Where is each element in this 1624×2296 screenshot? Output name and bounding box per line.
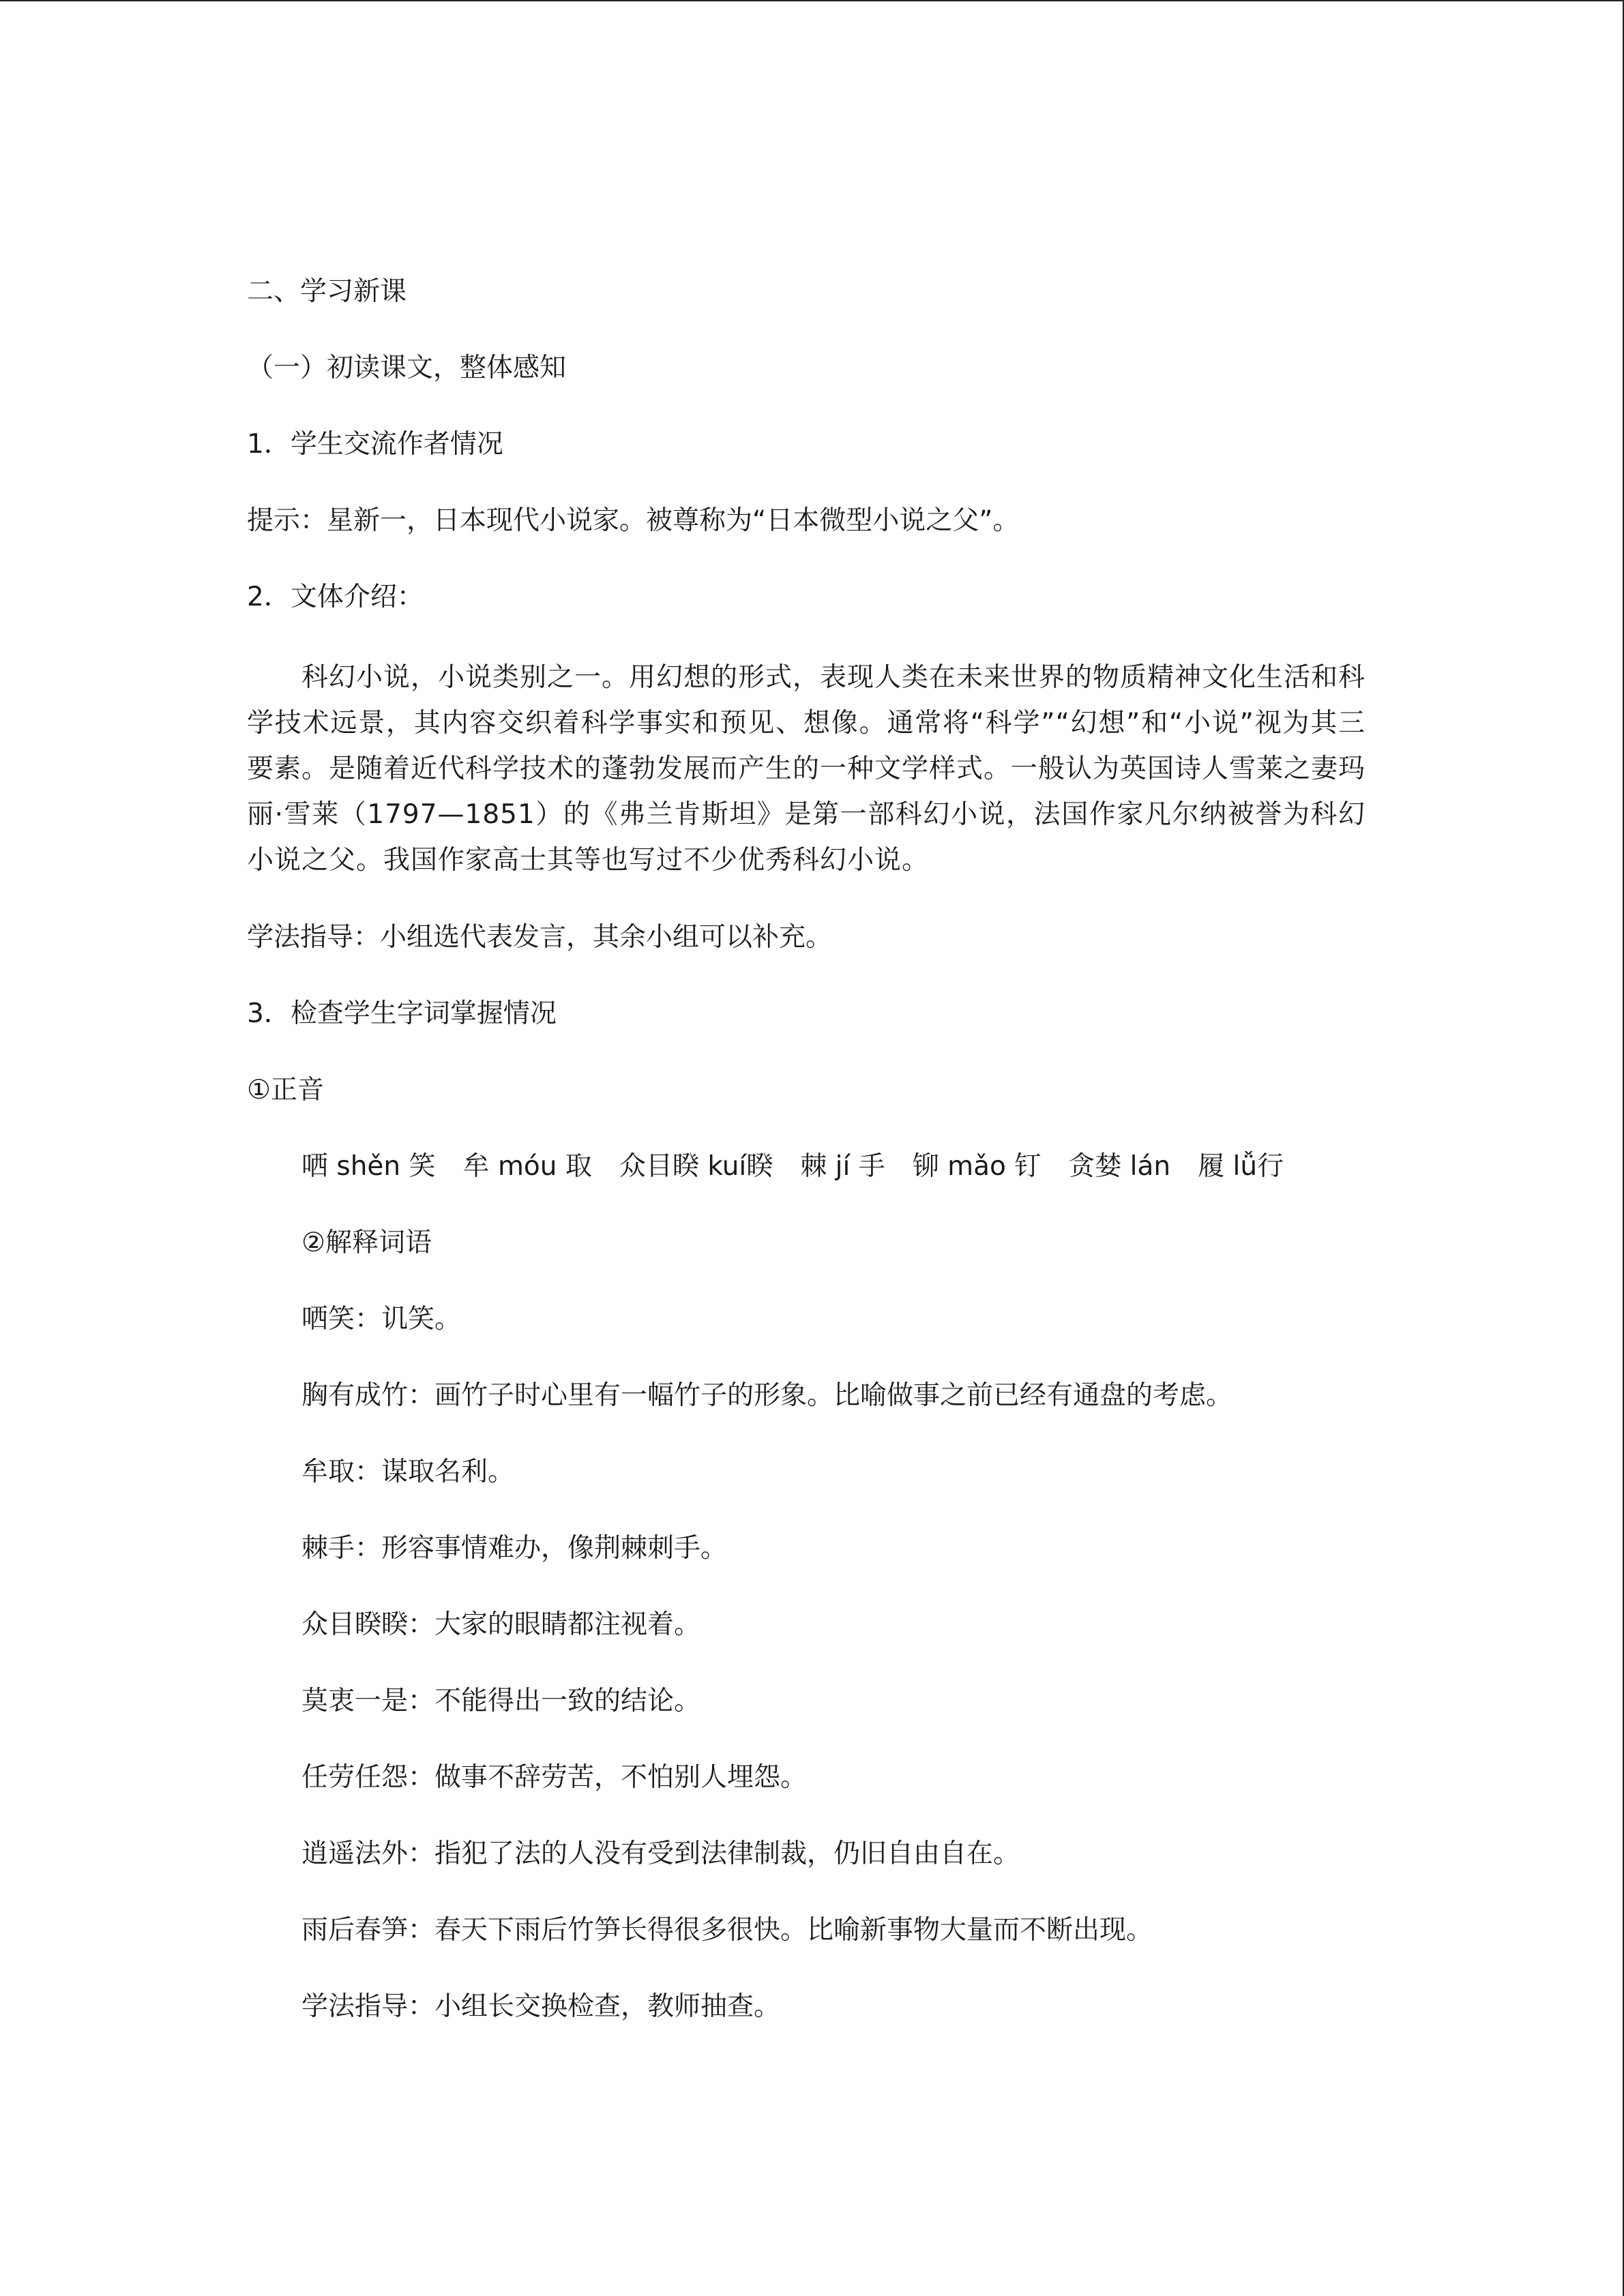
genre-method: 学法指导：小组选代表发言，其余小组可以补充。 <box>247 922 833 953</box>
definition-item: 任劳任怨：做事不辞劳苦，不怕别人埋怨。 <box>301 1762 808 1793</box>
pinyin-item: 牟 móu 取 <box>462 1151 592 1182</box>
definition-item: 雨后春笋：春天下雨后竹笋长得很多很快。比喻新事物大量而不断出现。 <box>301 1915 1153 1945</box>
document-body <box>247 273 1365 2026</box>
definition-item: 棘手：形容事情难办，像荆棘刺手。 <box>301 1533 728 1564</box>
definition-item: 逍遥法外：指犯了法的人没有受到法律制裁，仍旧自由自在。 <box>301 1838 1020 1869</box>
genre-heading: 2．文体介绍： <box>247 582 424 612</box>
pinyin-list <box>247 1148 1365 1186</box>
vocab-heading: 3．检查学生字词掌握情况 <box>247 998 557 1029</box>
definition-item: 胸有成竹：画竹子时心里有一幅竹子的形象。比喻做事之前已经有通盘的考虑。 <box>301 1380 1233 1411</box>
definition-item: 哂笑：讥笑。 <box>301 1304 462 1335</box>
genre-paragraph <box>247 655 1365 883</box>
pinyin-item: 贪婪 lán <box>1068 1151 1171 1182</box>
definition-item: 众目睽睽：大家的眼睛都注视着。 <box>301 1609 701 1640</box>
pinyin-item: 铆 mǎo 钉 <box>912 1151 1042 1182</box>
pronunciation-label: ①正音 <box>247 1075 324 1105</box>
author-heading: 1．学生交流作者情况 <box>247 429 503 460</box>
subsection-title: （一）初读课文，整体感知 <box>247 353 567 383</box>
vocab-method: 学法指导：小组长交换检查，教师抽查。 <box>301 1991 781 2022</box>
section-title: 二、学习新课 <box>247 276 407 307</box>
definition-item: 莫衷一是：不能得出一致的结论。 <box>301 1686 701 1716</box>
author-hint: 提示：星新一，日本现代小说家。被尊称为“日本微型小说之父”。 <box>247 505 1020 536</box>
pinyin-item: 履 lǚ行 <box>1198 1151 1284 1182</box>
pinyin-item: 哂 shěn 笑 <box>301 1151 436 1182</box>
genre-paragraph-text: 科幻小说，小说类别之一。用幻想的形式，表现人类在未来世界的物质精神文化生活和科学技术远景，其内容交织着科学事实和预见、想像。通常将“科学”“幻想”和“小说”视为其三要素。是随着近代科学技术的蓬勃发展而产生的一种文学样式。一般认为英国诗人雪莱之妻玛丽·雪莱（1797—1851）的《弗兰肯斯坦》是第一部科幻小说，法国作家凡尔纳被誉为科幻小说之父。我国作家高士其等也写过不少优秀科幻小说。 <box>247 662 1366 876</box>
pinyin-item: 众目睽 kuí睽 <box>619 1151 773 1182</box>
pinyin-item: 棘 jí 手 <box>800 1151 885 1182</box>
definition-item: 牟取：谋取名利。 <box>301 1457 515 1487</box>
explain-label: ②解释词语 <box>301 1227 432 1258</box>
